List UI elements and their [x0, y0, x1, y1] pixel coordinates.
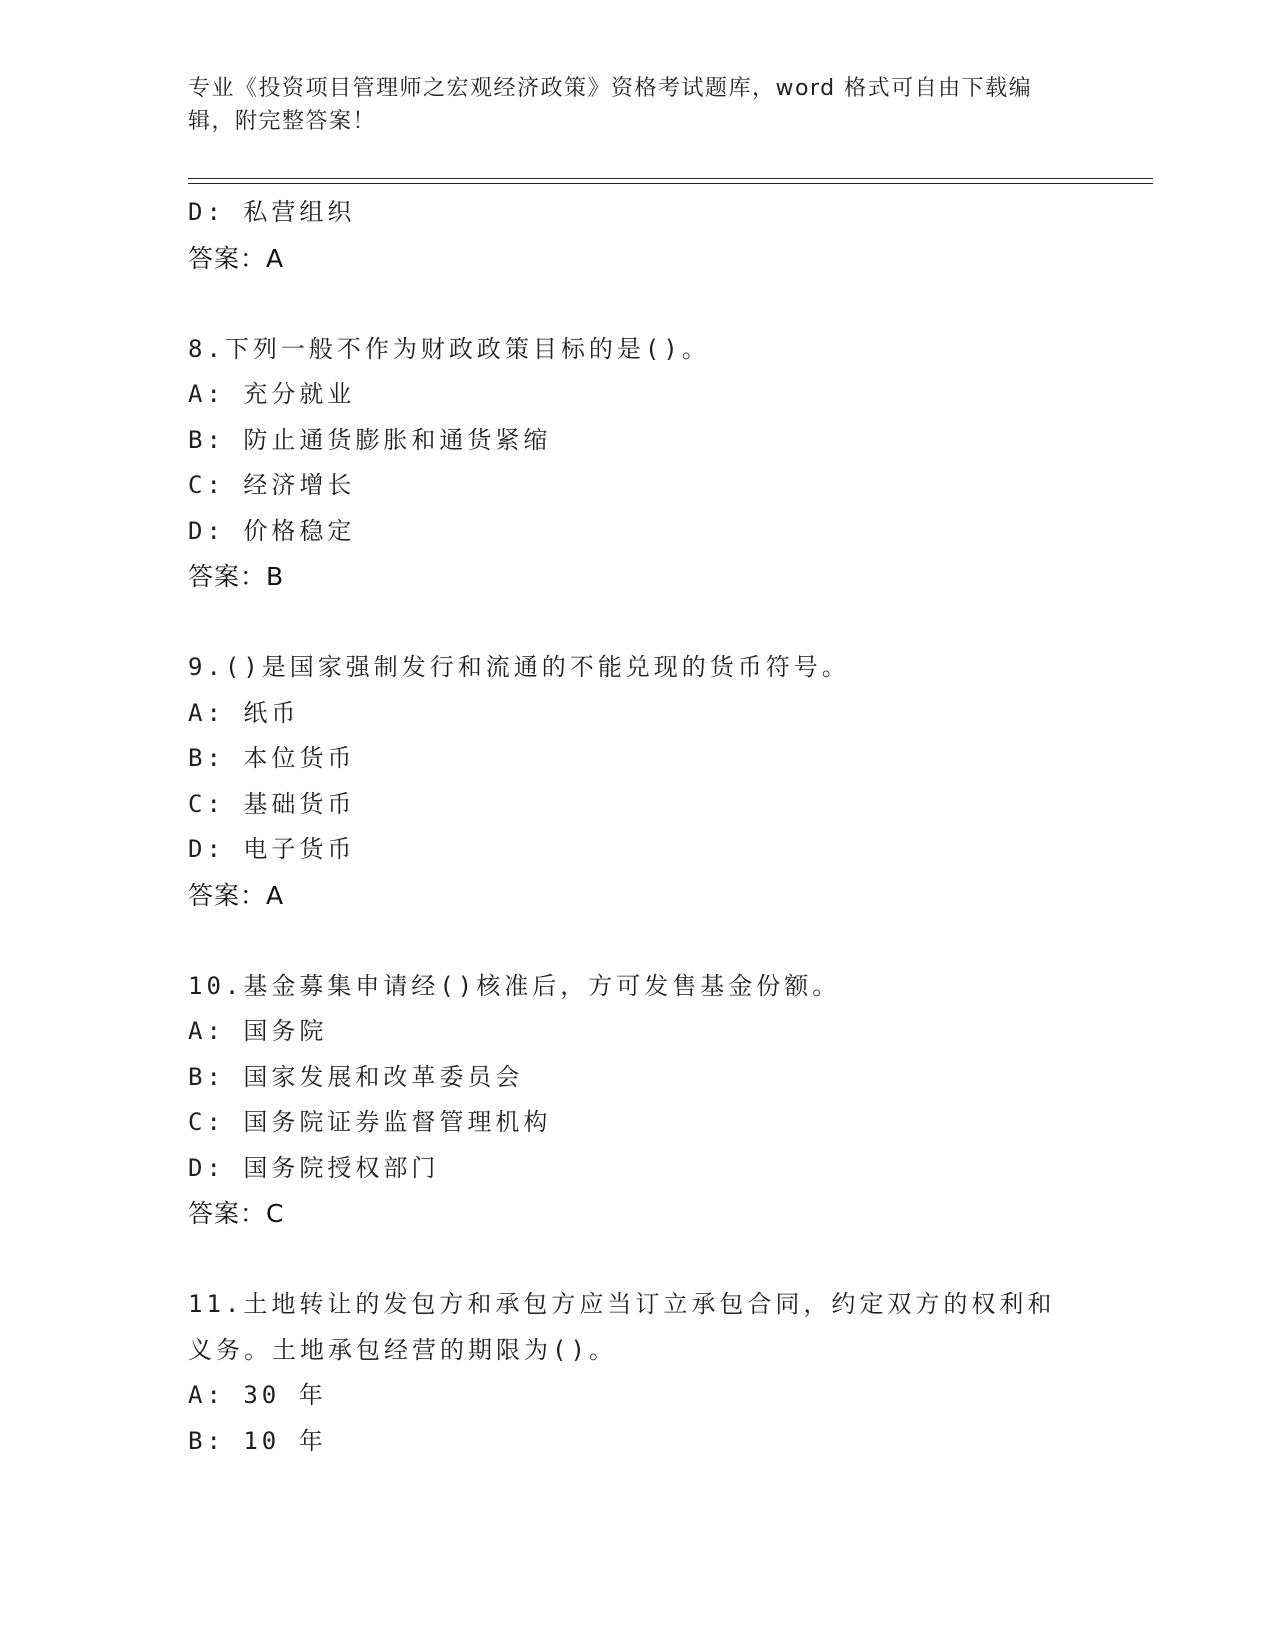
question-stem: 10.基金募集申请经()核准后，方可发售基金份额。 — [188, 971, 841, 1000]
document-header — [188, 72, 1068, 138]
answer: 答案：B — [188, 562, 285, 591]
question-11 — [188, 1282, 1088, 1464]
question-8 — [188, 327, 1088, 600]
header-divider-top — [188, 178, 1153, 179]
option-a: A: 纸币 — [188, 698, 300, 727]
option-c: C: 国务院证券监督管理机构 — [188, 1108, 552, 1136]
option-d: D: 电子货币 — [188, 835, 356, 863]
option-b: B: 本位货币 — [188, 744, 356, 772]
question-7-tail — [188, 190, 1088, 281]
header-divider-bottom — [188, 183, 1153, 184]
spacer — [188, 918, 1088, 964]
question-stem-line-2: 义务。土地承包经营的期限为()。 — [188, 1335, 617, 1364]
spacer — [188, 1237, 1088, 1283]
option-d: D: 国务院授权部门 — [188, 1153, 440, 1182]
question-list — [188, 190, 1088, 1464]
answer: 答案：A — [188, 243, 285, 273]
spacer — [188, 600, 1088, 646]
header-line-1: 专业《投资项目管理师之宏观经济政策》资格考试题库，word 格式可自由下载编 — [188, 76, 1033, 101]
question-stem: 8.下列一般不作为财政政策目标的是()。 — [188, 334, 710, 363]
option-c: C: 经济增长 — [188, 471, 356, 499]
question-stem: 9.()是国家强制发行和流通的不能兑现的货币符号。 — [188, 653, 850, 681]
option-d: D: 价格稳定 — [188, 516, 356, 545]
answer: 答案：A — [188, 880, 285, 910]
question-10 — [188, 964, 1088, 1237]
option-b: B: 10 年 — [188, 1426, 327, 1455]
option-a: A: 国务院 — [188, 1017, 328, 1045]
answer: 答案：C — [188, 1199, 285, 1228]
option-c: C: 基础货币 — [188, 789, 356, 818]
option-d: D: 私营组织 — [188, 198, 356, 226]
header-line-2: 辑，附完整答案！ — [188, 109, 377, 134]
spacer — [188, 281, 1088, 327]
question-9 — [188, 645, 1088, 918]
option-b: B: 防止通货膨胀和通货紧缩 — [188, 425, 552, 454]
option-b: B: 国家发展和改革委员会 — [188, 1062, 524, 1091]
question-stem-line-1: 11.土地转让的发包方和承包方应当订立承包合同，约定双方的权利和 — [188, 1290, 1056, 1318]
option-a: A: 30 年 — [188, 1381, 327, 1409]
option-a: A: 充分就业 — [188, 380, 356, 408]
